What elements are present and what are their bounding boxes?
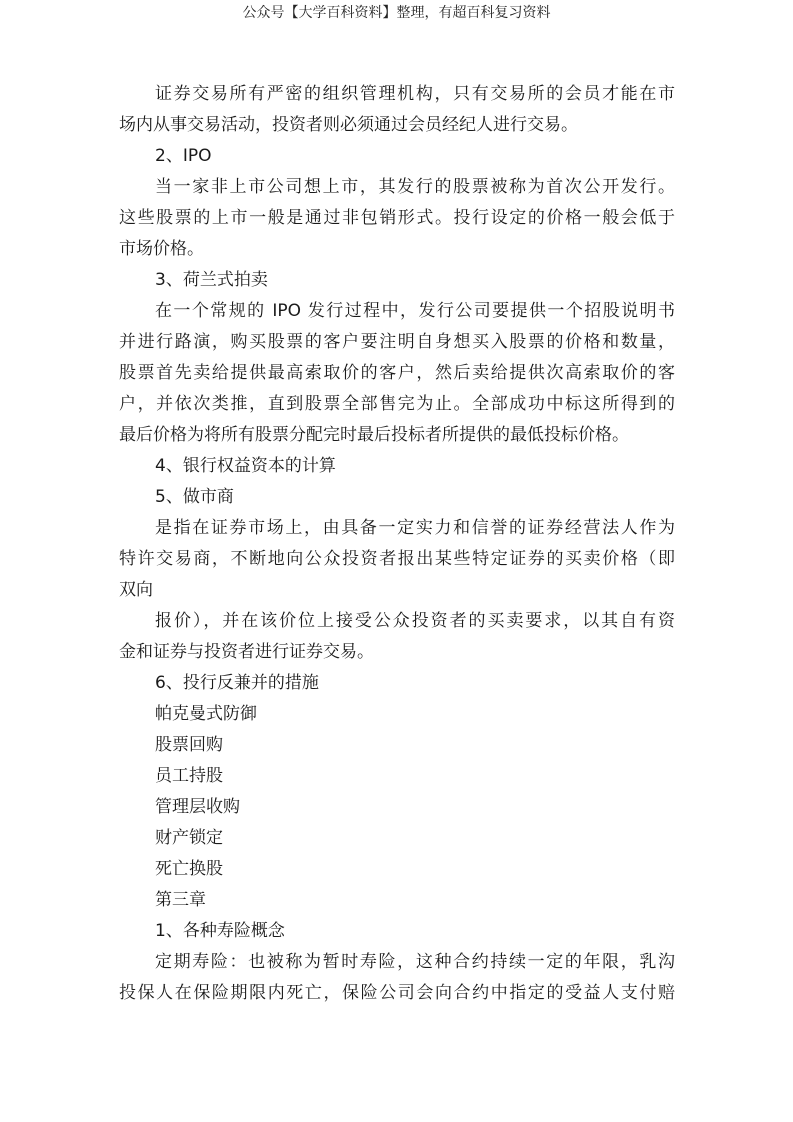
- page-header: 公众号【大学百科资料】整理，有超百科复习资料: [242, 5, 551, 21]
- paragraph-line: 员工持股: [155, 766, 223, 786]
- paragraph-line: 1、各种寿险概念: [155, 921, 285, 941]
- paragraph-line: 投保人在保险期限内死亡，保险公司会向合约中指定的受益人支付赔: [119, 983, 675, 1003]
- paragraph-line: 股票首先卖给提供最高索取价的客户，然后卖给提供次高索取价的客: [119, 363, 675, 383]
- paragraph-line: 股票回购: [155, 735, 223, 755]
- paragraph-line: 帕克曼式防御: [155, 704, 257, 724]
- paragraph-line: 当一家非上市公司想上市，其发行的股票被称为首次公开发行。: [155, 177, 675, 197]
- paragraph-line: 2、IPO: [155, 146, 212, 166]
- paragraph-line: 双向: [119, 580, 153, 600]
- paragraph-line: 6、投行反兼并的措施: [155, 673, 319, 693]
- paragraph-line: 场内从事交易活动，投资者则必须通过会员经纪人进行交易。: [119, 115, 578, 135]
- paragraph-line: 第三章: [155, 890, 206, 910]
- paragraph-line: 死亡换股: [155, 859, 223, 879]
- paragraph-line: 户，并依次类推，直到股票全部售完为止。全部成功中标这所得到的: [119, 394, 675, 414]
- paragraph-line: 报价），并在该价位上接受公众投资者的买卖要求，以其自有资: [155, 611, 675, 631]
- paragraph-line: 财产锁定: [155, 828, 223, 848]
- paragraph-line: 管理层收购: [155, 797, 240, 817]
- document-body: [119, 79, 675, 1009]
- paragraph-line: 金和证券与投资者进行证券交易。: [119, 642, 374, 662]
- paragraph-line: 在一个常规的 IPO 发行过程中，发行公司要提供一个招股说明书: [155, 301, 675, 321]
- paragraph-line: 证券交易所有严密的组织管理机构，只有交易所的会员才能在市: [155, 84, 675, 104]
- paragraph-line: 定期寿险：也被称为暂时寿险，这种合约持续一定的年限，乳沟: [155, 952, 675, 972]
- paragraph-line: 是指在证券市场上，由具备一定实力和信誉的证券经营法人作为: [155, 518, 675, 538]
- paragraph-line: 这些股票的上市一般是通过非包销形式。投行设定的价格一般会低于: [119, 208, 675, 228]
- paragraph-line: 最后价格为将所有股票分配完时最后投标者所提供的最低投标价格。: [119, 425, 629, 445]
- paragraph-line: 4、银行权益资本的计算: [155, 456, 336, 476]
- paragraph-line: 特许交易商，不断地向公众投资者报出某些特定证券的买卖价格（即: [119, 549, 675, 569]
- paragraph-line: 市场价格。: [119, 239, 204, 259]
- paragraph-line: 5、做市商: [155, 487, 234, 507]
- paragraph-line: 3、荷兰式拍卖: [155, 270, 268, 290]
- paragraph-line: 并进行路演，购买股票的客户要注明自身想买入股票的价格和数量，: [119, 332, 675, 352]
